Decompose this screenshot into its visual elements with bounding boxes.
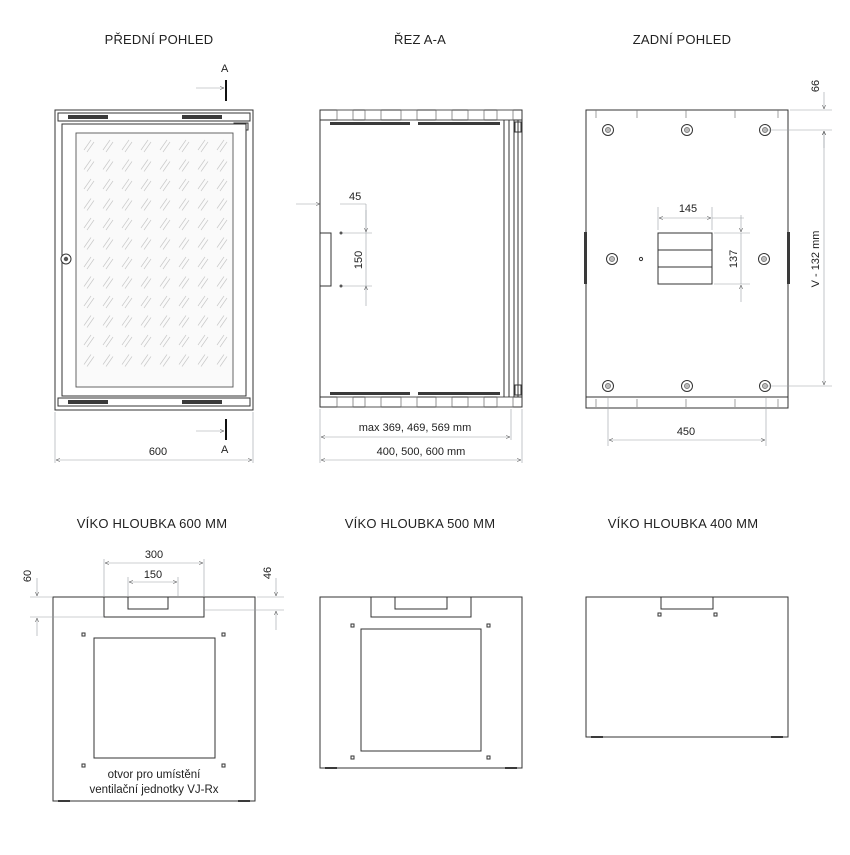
- section-outline: [320, 110, 522, 407]
- hole-core: [684, 127, 689, 132]
- foot: [325, 767, 337, 769]
- hole-core: [605, 383, 610, 388]
- foot: [591, 736, 603, 738]
- foot: [58, 800, 70, 802]
- glass-panel: [76, 133, 233, 387]
- dim-45-label: 45: [349, 191, 362, 203]
- dim-60-label: 60: [22, 569, 34, 583]
- section-view-title: ŘEZ A-A: [394, 32, 446, 47]
- lid-500-vent-opening: [361, 629, 481, 751]
- dim-137-label: 137: [728, 249, 740, 269]
- vent-slot: [182, 400, 222, 404]
- height-label: V - 132 mm: [810, 230, 822, 288]
- dim-150-label-lid: 150: [143, 569, 163, 581]
- section-label-top: A: [221, 63, 229, 75]
- rail-strip: [330, 392, 410, 395]
- rail-strip: [418, 122, 500, 125]
- dim-300-label: 300: [144, 549, 164, 561]
- foot: [505, 767, 517, 769]
- rear-side-strip: [787, 232, 790, 284]
- rear-view-title: ZADNÍ POHLED: [632, 32, 732, 47]
- dim-150-label: 150: [353, 250, 365, 270]
- dim-66-label: 66: [810, 79, 822, 93]
- lid-600-cable-cover: [128, 597, 168, 609]
- foot: [771, 736, 783, 738]
- lid-500-cable-cover: [395, 597, 447, 609]
- lid-600-title: VÍKO HLOUBKA 600 MM: [76, 516, 228, 531]
- rail-strip: [418, 392, 500, 395]
- mount-point: [340, 285, 343, 288]
- dim-145-label: 145: [678, 203, 698, 215]
- front-view: [55, 63, 253, 463]
- lock-core: [64, 257, 68, 261]
- lid-500: [320, 597, 522, 769]
- dim-46-label: 46: [262, 566, 274, 580]
- lid-600: [22, 549, 284, 802]
- lid-400-cable-cover: [661, 597, 713, 609]
- rail-strip: [330, 122, 410, 125]
- vent-slot: [182, 115, 222, 119]
- rear-side-strip: [584, 232, 587, 284]
- lid-400-outline: [586, 597, 788, 737]
- vent-note-line-1: otvor pro umístění: [107, 769, 201, 781]
- lid-500-title: VÍKO HLOUBKA 500 MM: [344, 516, 496, 531]
- mount-point: [340, 232, 343, 235]
- vent-slot: [68, 115, 108, 119]
- front-view-title: PŘEDNÍ POHLED: [104, 32, 214, 47]
- vent-note-line-2: ventilační jednotky VJ-Rx: [89, 784, 219, 796]
- section-label-bottom: A: [221, 444, 229, 456]
- lid-400-title: VÍKO HLOUBKA 400 MM: [607, 516, 759, 531]
- fan-block: [658, 233, 712, 284]
- cable-entry-cover: [320, 233, 331, 286]
- foot: [238, 800, 250, 802]
- front-width-label: 600: [148, 446, 168, 458]
- hole-core: [609, 256, 614, 261]
- hole-core: [761, 256, 766, 261]
- rear-view: [584, 80, 832, 446]
- vent-slot: [68, 400, 108, 404]
- hole-spacing-label: 450: [676, 426, 696, 438]
- hole-core: [684, 383, 689, 388]
- lid-400: [586, 597, 788, 738]
- outer-depth-label: 400, 500, 600 mm: [376, 446, 466, 458]
- section-view: [296, 110, 522, 463]
- hole-core: [605, 127, 610, 132]
- inner-depth-label: max 369, 469, 569 mm: [358, 422, 472, 434]
- lid-600-vent-opening: [94, 638, 215, 758]
